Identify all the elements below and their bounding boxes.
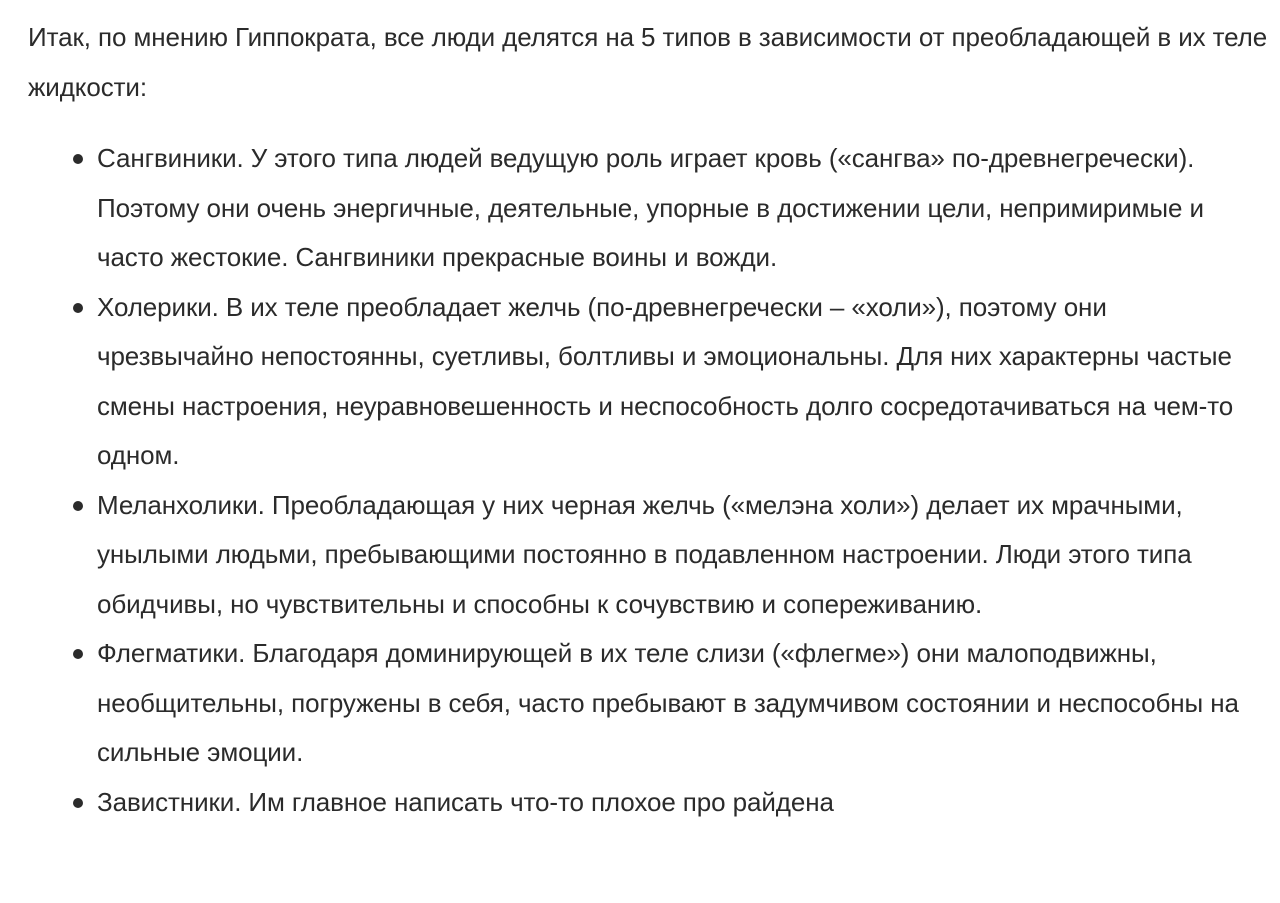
intro-paragraph: Итак, по мнению Гиппократа, все люди делятся на 5 типов в зависимости от преобладающей в их теле жидкости: (28, 22, 1268, 102)
bullet-icon (73, 501, 83, 511)
bullet-icon (73, 154, 83, 164)
list-item-text: Флегматики. Благодаря доминирующей в их теле слизи («флегме») они малоподвижны, необщительны, погружены в себя, часто пребывают в задумчивом состоянии и неспособны на сильные эмоции. (97, 638, 1239, 767)
bullet-icon (73, 303, 83, 313)
list-item-phlegmatic (0, 629, 1280, 778)
temperament-list (0, 134, 1280, 827)
list-item-melancholic (0, 481, 1280, 630)
list-item-text: Меланхолики. Преобладающая у них черная желчь («мелэна холи») делает их мрачными, унылыми людьми, пребывающими постоянно в подавленном настроении. Люди этого типа обидчивы, но чувствительны и способны к сочувствию и сопереживанию. (97, 489, 1192, 619)
list-item-text: Сангвиники. У этого типа людей ведущую роль играет кровь («сангва» по-древнегречески). Поэтому они очень энергичные, деятельные, упорные в достижении цели, непримиримые и часто жестокие. Сангвиники прекрасные воины и вожди. (97, 143, 1204, 272)
list-item-envious (0, 778, 1280, 828)
list-item-sanguine (0, 134, 1280, 283)
bullet-icon (73, 798, 83, 808)
list-item-text: Холерики. В их теле преобладает желчь (по-древнегречески – «холи»), поэтому они чрезвычайно непостоянны, суетливы, болтливы и эмоциональны. Для них характерны частые смены настроения, неуравновешенность и неспособность долго сосредотачиваться на чем-то одном. (97, 291, 1234, 470)
bullet-icon (73, 649, 83, 659)
list-item-text: Завистники. Им главное написать что-то плохое про райдена (97, 786, 834, 817)
list-item-choleric (0, 283, 1280, 481)
